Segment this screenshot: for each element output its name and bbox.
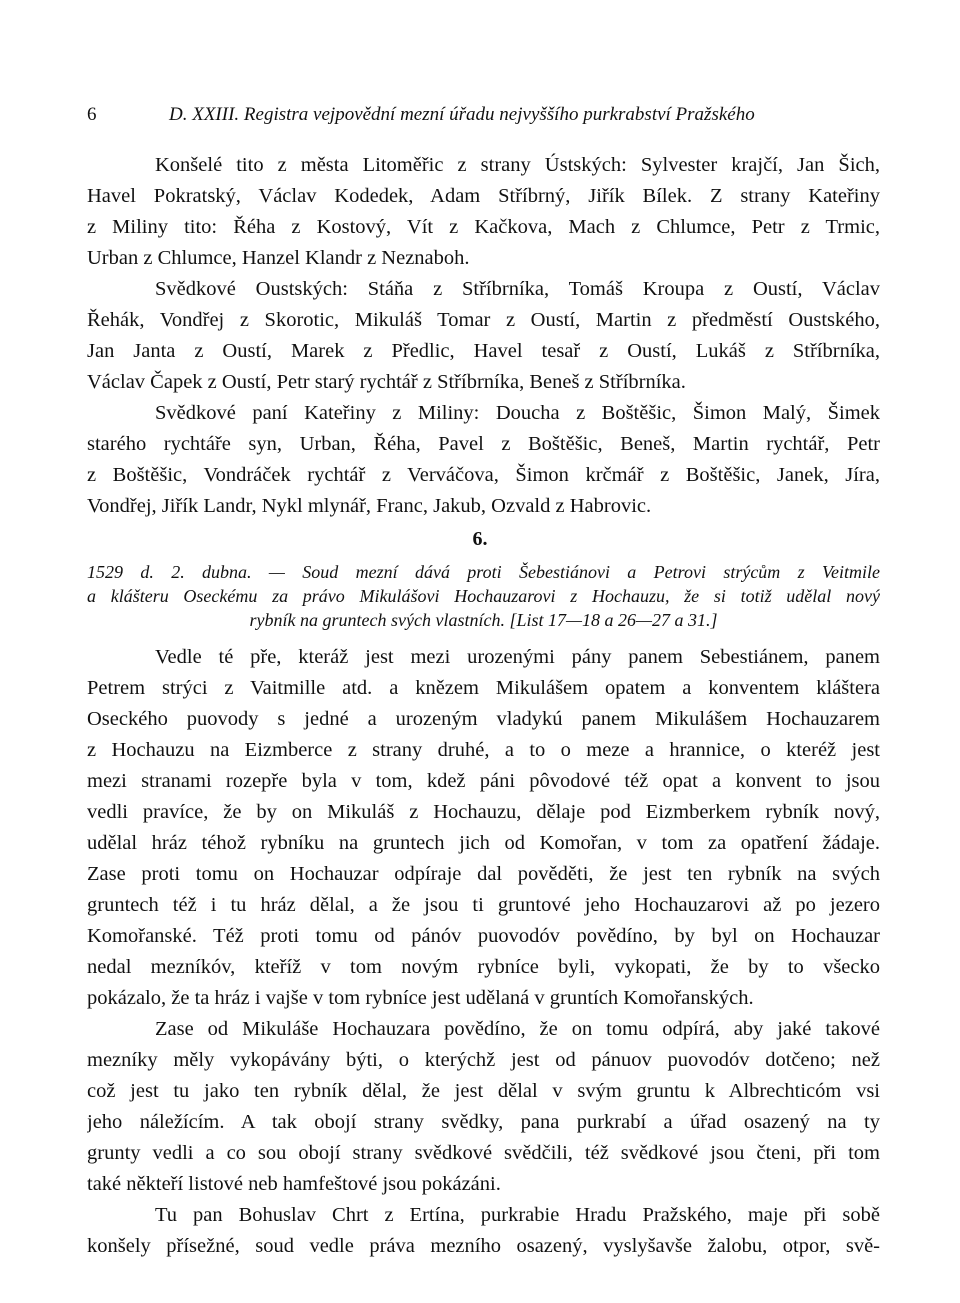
text-line: nedal mezníkóv, kteříž v tom novým rybníce byli, vykopati, že by to všecko [87,956,880,978]
text-line: Svědkové Oustských: Stáňa z Stříbrníka, Tomáš Kroupa z Oustí, Václav [155,278,880,300]
summary-line: a klášteru Oseckému za právo Mikulášovi Hochauzarovi z Hochauzu, že si totiž udělal nový [87,586,880,606]
summary-line: rybník na gruntech svých vlastních. [List 17—18 a 26—27 a 31.] [249,610,718,630]
text-line: konšely přísežné, soud vedle práva mezního osazený, vyslyšavše žalobu, otpor, svě- [87,1235,880,1257]
text-line: vedli pravíce, že by on Mikuláš z Hochauzu, dělaje pod Eizmberkem rybník nový, [87,801,880,823]
page-number: 6 [87,104,97,125]
paragraph-witnesses-katerina [87,398,880,522]
paragraph [87,642,880,1014]
text-line: udělal hráz téhož rybníku na gruntech jich od Komořan, v tom za opatření žádaje. [87,832,880,854]
text-line: z Boštěšic, Vondráček rychtář z Verváčova, Šimon krčmář z Boštěšic, Janek, Jíra, [87,464,880,486]
text-line: Urban z Chlumce, Hanzel Klandr z Neznaboh. [87,247,470,269]
section-summary [87,560,880,632]
text-line: Řehák, Vondřej z Skorotic, Mikuláš Tomar z Oustí, Martin z předměstí Oustského, [87,309,880,331]
witness-lists [87,150,880,522]
text-line: což jest tu jako ten rybník dělal, že jest dělal v svým gruntu k Albrechticóm vsi [87,1080,880,1102]
text-line: Havel Pokratský, Václav Kodedek, Adam Stříbrný, Jiřík Bílek. Z strany Kateřiny [87,185,880,207]
summary-line: 1529 d. 2. dubna. — Soud mezní dává proti Šebestiánovi a Petrovi strýcům z Veitmile [87,562,880,582]
text-line: mezníky měly vykopávány býti, o kterýchž jest od pánuov puovodóv dotčeno; než [87,1049,880,1071]
text-line: jeho náležícím. A tak obojí strany svědky, pana purkrabí a úřad osazený na ty [87,1111,880,1133]
text-line: Jan Janta z Oustí, Marek z Předlic, Havel tesař z Oustí, Lukáš z Stříbrníka, [87,340,880,362]
paragraph [87,1014,880,1200]
running-title: D. XXIII. Registra vejpovědní mezní úřadu nejvyššího purkrabství Pražského [169,104,755,125]
text-line: Vondřej, Jiřík Landr, Nykl mlynář, Franc, Jakub, Ozvald z Habrovic. [87,495,652,517]
text-line: Zase proti tomu on Hochauzar odpíraje dal pověděti, že jest ten rybník na svých [87,863,880,885]
text-line: Zase od Mikuláše Hochauzara povědíno, že on tomu odpírá, aby jaké takové [155,1018,880,1040]
text-line: Václav Čapek z Oustí, Petr starý rychtář z Stříbrníka, Beneš z Stříbrníka. [87,371,686,393]
page-header [87,104,880,130]
text-line: starého rychtáře syn, Urban, Řéha, Pavel z Boštěšic, Beneš, Martin rychtář, Petr [87,433,880,455]
section-body [87,642,880,1262]
text-line: grunty vedli a co sou obojí strany svědkové svědčili, též svědkové jsou čteni, při tom [87,1142,880,1164]
text-line: mezi stranami rozepře byla v tom, kdež páni pôvodové též opat a konvent to jsou [87,770,880,792]
text-line: z Hochauzu na Eizmberce z strany druhé, a to o meze a hrannice, o kteréž jest [87,739,880,761]
text-line: Vedle té pře, kteráž jest mezi urozenými pány panem Sebestiánem, panem [155,646,880,668]
text-line: Komořanské. Též proti tomu od pánóv puovodóv povědíno, by byl on Hochauzar [87,925,880,947]
text-line: Oseckého puovody s jedné a urozeným vladykú panem Mikulášem Hochauzarem [87,708,880,730]
text-line: Tu pan Bohuslav Chrt z Ertína, purkrabie Hradu Pražského, maje při sobě [155,1204,880,1226]
text-line: pokázalo, že ta hráz i vajše v tom rybníce jest udělaná v gruntích Komořanských. [87,987,754,1009]
section-number: 6. [472,528,488,550]
text-line: Svědkové paní Kateřiny z Miliny: Doucha z Boštěšic, Šimon Malý, Šimek [155,402,880,424]
text-line: z Miliny tito: Řéha z Kostový, Vít z Kačkova, Mach z Chlumce, Petr z Trmic, [87,216,880,238]
text-line: Petrem strýci z Vaitmille atd. a knězem Mikulášem opatem a konventem kláštera [87,677,880,699]
text-line: gruntech též i tu hráz dělal, a že jsou ti gruntové jeho Hochauzarovi až po jezero [87,894,880,916]
text-line: Konšelé tito z města Litoměřic z strany Ústských: Sylvester krajčí, Jan Šich, [155,154,880,176]
paragraph-councillors [87,150,880,274]
paragraph [87,1200,880,1262]
paragraph-witnesses-oustsky [87,274,880,398]
text-line: také někteří listové neb hamfeštové jsou pokázáni. [87,1173,501,1195]
